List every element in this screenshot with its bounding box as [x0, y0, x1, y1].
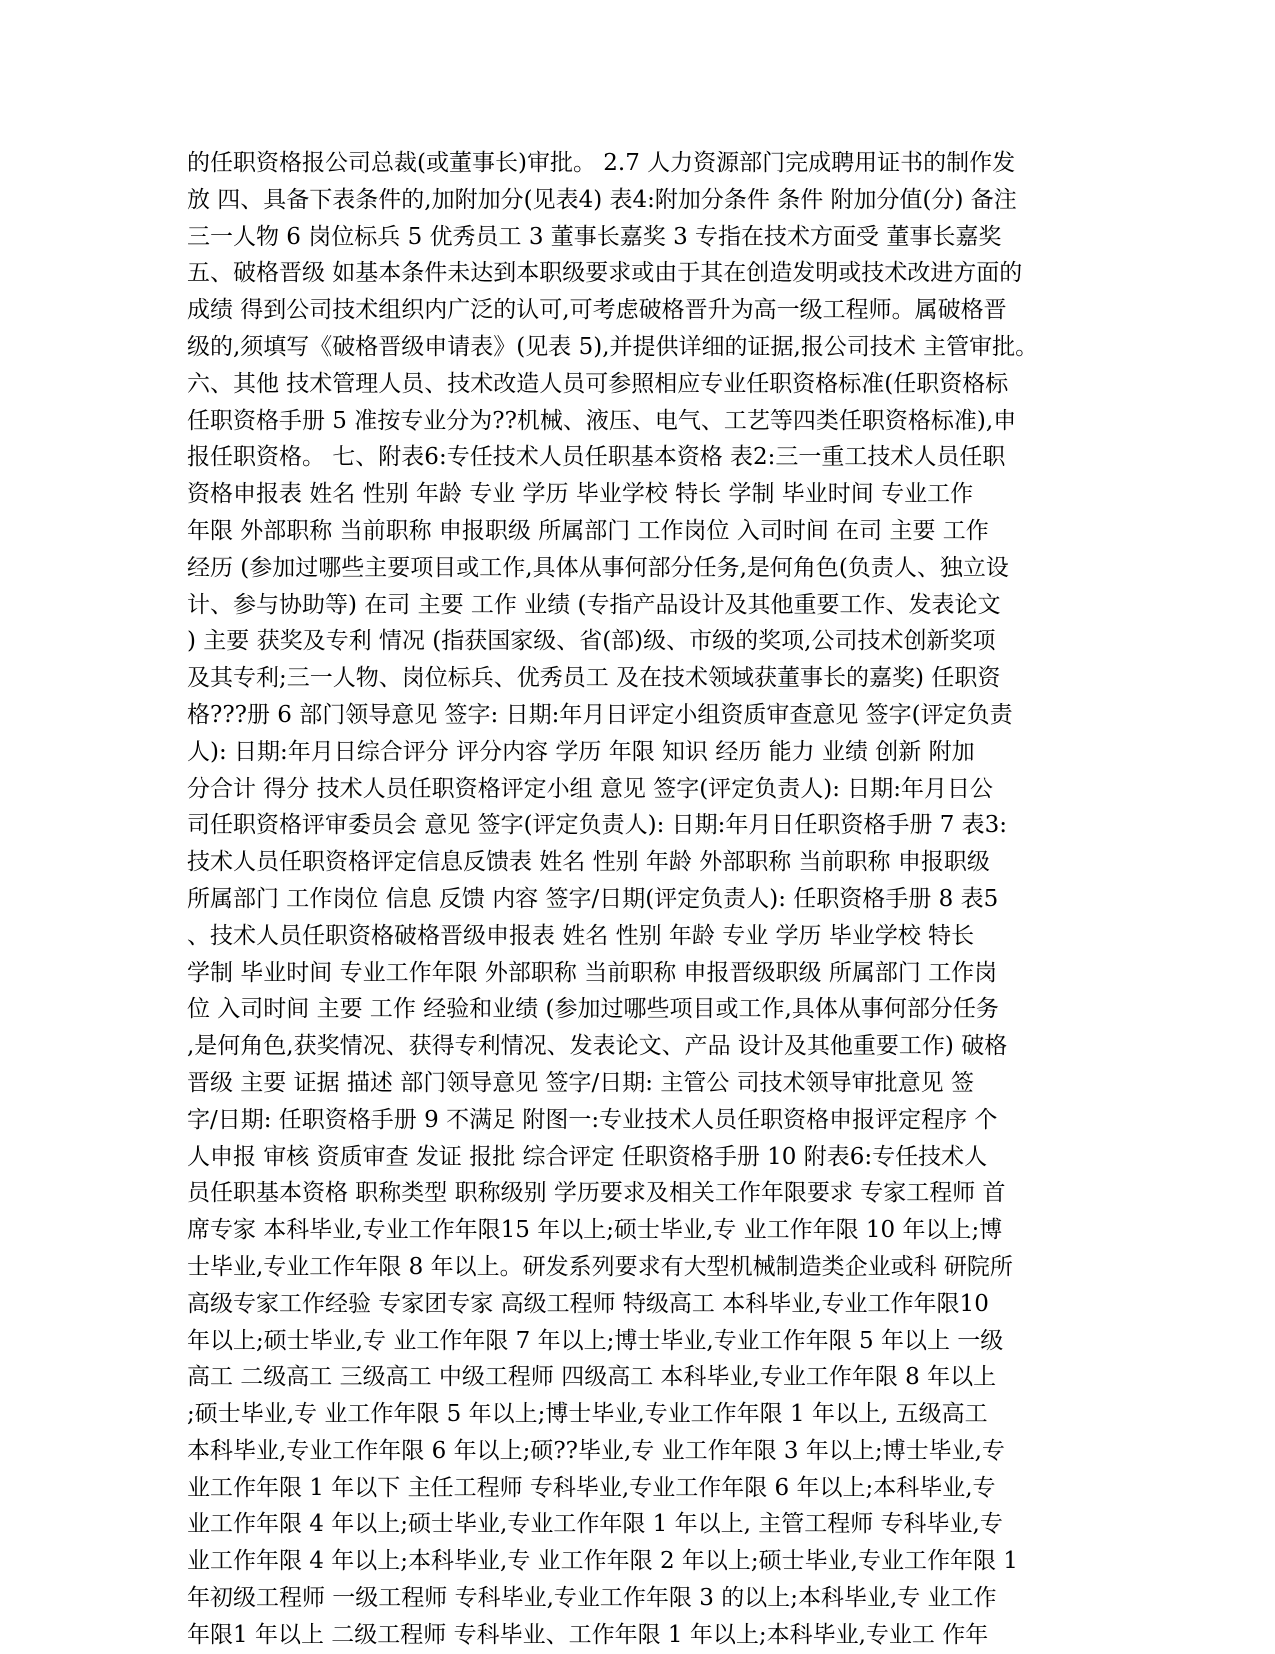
text-line: 员任职基本资格 职称类型 职称级别 学历要求及相关工作年限要求 专家工程师 首: [187, 1180, 1006, 1207]
text-line: 放 四、具备下表条件的,加附加分(见表4) 表4:附加分条件 条件 附加分值(分) 备注: [187, 186, 1017, 213]
text-line: 席专家 本科毕业,专业工作年限15 年以上;硕士毕业,专 业工作年限 10 年以上;博: [187, 1217, 1003, 1244]
text-line: 所属部门 工作岗位 信息 反馈 内容 签字/日期(评定负责人): 任职资格手册 8 表5: [187, 885, 999, 912]
text-line: 级的,须填写《破格晋级申请表》(见表 5),并提供详细的证据,报公司技术 主管审批。: [187, 333, 1039, 360]
text-line: ) 主要 获奖及专利 情况 (指获国家级、省(部)级、市级的奖项,公司技术创新奖项: [187, 628, 996, 655]
text-line: 经历 (参加过哪些主要项目或工作,具体从事何部分任务,是何角色(负责人、独立设: [187, 554, 1009, 581]
text-line: 、技术人员任职资格破格晋级申报表 姓名 性别 年龄 专业 学历 毕业学校 特长: [187, 922, 975, 949]
text-line: 高级专家工作经验 专家团专家 高级工程师 特级高工 本科毕业,专业工作年限10: [187, 1290, 989, 1317]
text-line: 格???册 6 部门领导意见 签字: 日期:年月日评定小组资质审查意见 签字(评定负责: [187, 701, 1013, 728]
text-line: 分合计 得分 技术人员任职资格评定小组 意见 签字(评定负责人): 日期:年月日公: [187, 775, 993, 802]
text-line: 六、其他 技术管理人员、技术改造人员可参照相应专业任职资格标准(任职资格标: [187, 370, 1009, 397]
text-line: ,是何角色,获奖情况、获得专利情况、发表论文、产品 设计及其他重要工作) 破格: [187, 1033, 1008, 1060]
text-line: ;硕士毕业,专 业工作年限 5 年以上;博士毕业,专业工作年限 1 年以上, 五级高工: [187, 1401, 988, 1428]
text-line: 业工作年限 4 年以上;本科毕业,专 业工作年限 2 年以上;硕士毕业,专业工作年限 1: [187, 1548, 1018, 1575]
text-line: 年限 外部职称 当前职称 申报职级 所属部门 工作岗位 入司时间 在司 主要 工作: [187, 517, 989, 544]
text-line: 人): 日期:年月日综合评分 评分内容 学历 年限 知识 经历 能力 业绩 创新 附加: [187, 738, 975, 765]
text-line: 士毕业,专业工作年限 8 年以上。研发系列要求有大型机械制造类企业或科 研院所: [187, 1253, 1013, 1280]
text-line: 晋级 主要 证据 描述 部门领导意见 签字/日期: 主管公 司技术领导审批意见 签: [187, 1069, 974, 1096]
text-line: 的任职资格报公司总裁(或董事长)审批。 2.7 人力资源部门完成聘用证书的制作发: [187, 150, 1016, 176]
text-line: 三一人物 6 岗位标兵 5 优秀员工 3 董事长嘉奖 3 专指在技术方面受 董事长嘉奖: [187, 223, 1002, 250]
text-line: 年初级工程师 一级工程师 专科毕业,专业工作年限 3 的以上;本科毕业,专 业工作: [187, 1585, 997, 1612]
text-line: 本科毕业,专业工作年限 6 年以上;硕??毕业,专 业工作年限 3 年以上;博士毕业,专: [187, 1437, 1005, 1464]
text-line: 成绩 得到公司技术组织内广泛的认可,可考虑破格晋升为高一级工程师。属破格晋: [187, 297, 1007, 324]
text-line: 业工作年限 4 年以上;硕士毕业,专业工作年限 1 年以上, 主管工程师 专科毕业,专: [187, 1511, 1003, 1538]
text-line: 司任职资格评审委员会 意见 签字(评定负责人): 日期:年月日任职资格手册 7 表3:: [187, 812, 1008, 839]
text-line: 位 入司时间 主要 工作 经验和业绩 (参加过哪些项目或工作,具体从事何部分任务: [187, 996, 999, 1023]
text-line: 人申报 审核 资质审查 发证 报批 综合评定 任职资格手册 10 附表6:专任技术人: [187, 1143, 988, 1170]
text-line: 及其专利;三一人物、岗位标兵、优秀员工 及在技术领域获董事长的嘉奖) 任职资: [187, 665, 1001, 692]
text-line: 计、参与协助等) 在司 主要 工作 业绩 (专指产品设计及其他重要工作、发表论文: [187, 591, 1001, 618]
text-line: 报任职资格。 七、附表6:专任技术人员任职基本资格 表2:三一重工技术人员任职: [187, 444, 1006, 471]
body-text: [187, 145, 1087, 1654]
text-line: 技术人员任职资格评定信息反馈表 姓名 性别 年龄 外部职称 当前职称 申报职级: [187, 849, 990, 876]
text-line: 五、破格晋级 如基本条件未达到本职级要求或由于其在创造发明或技术改进方面的: [187, 260, 1023, 287]
text-line: 学制 毕业时间 专业工作年限 外部职称 当前职称 申报晋级职级 所属部门 工作岗: [187, 959, 998, 986]
text-line: 资格申报表 姓名 性别 年龄 专业 学历 毕业学校 特长 学制 毕业时间 专业工作: [187, 481, 974, 508]
text-line: 业工作年限 1 年以下 主任工程师 专科毕业,专业工作年限 6 年以上;本科毕业,专: [187, 1474, 996, 1501]
text-line: 高工 二级高工 三级高工 中级工程师 四级高工 本科毕业,专业工作年限 8 年以上: [187, 1364, 997, 1391]
text-line: 任职资格手册 5 准按专业分为??机械、液压、电气、工艺等四类任职资格标准),申: [187, 407, 1017, 434]
text-line: 字/日期: 任职资格手册 9 不满足 附图一:专业技术人员任职资格申报评定程序 个: [187, 1106, 998, 1133]
text-line: 年限1 年以上 二级工程师 专科毕业、工作年限 1 年以上;本科毕业,专业工 作年: [187, 1621, 989, 1648]
text-line: 年以上;硕士毕业,专 业工作年限 7 年以上;博士毕业,专业工作年限 5 年以上 一级: [187, 1327, 1004, 1354]
